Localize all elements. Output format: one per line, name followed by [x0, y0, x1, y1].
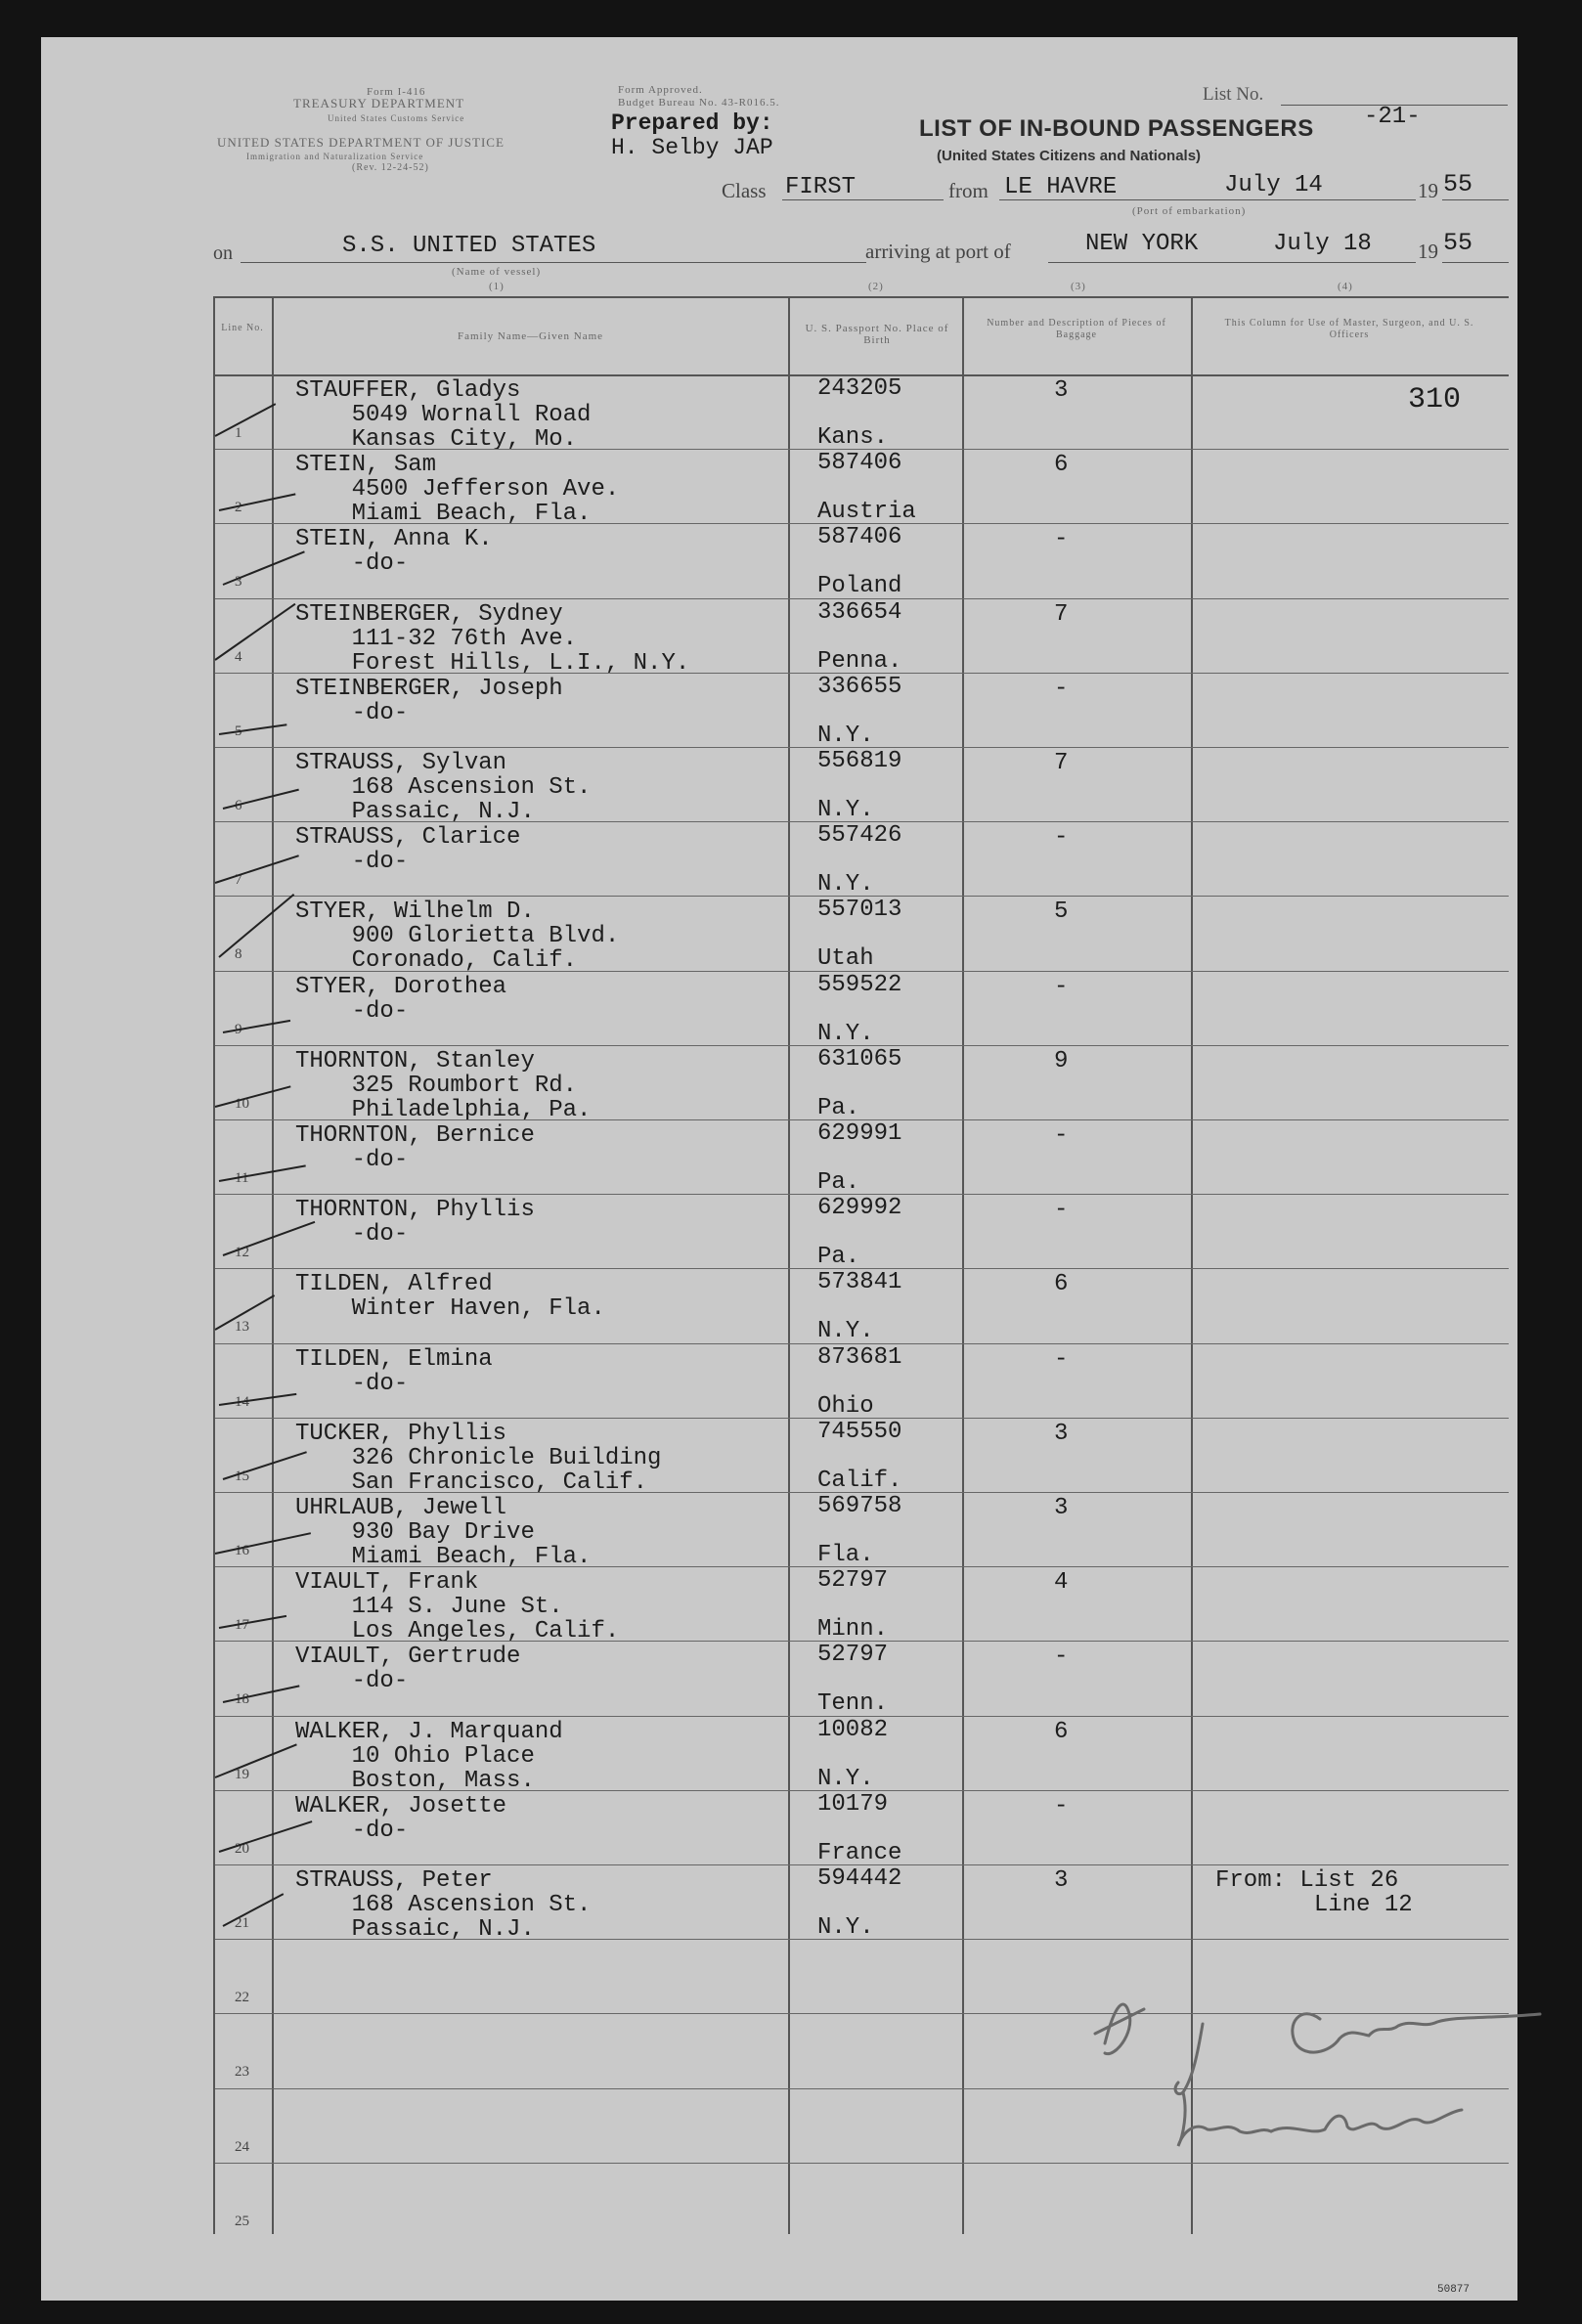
passenger-name-address: TILDEN, Elmina -do- [295, 1345, 493, 1397]
manifest-subtitle: (United States Citizens and Nationals) [937, 148, 1202, 164]
line-number: 2 [235, 500, 242, 516]
line-number: 6 [235, 798, 242, 813]
place-of-birth: N.Y. [817, 722, 874, 749]
baggage-count: - [1054, 1345, 1069, 1373]
passenger-name-address: TILDEN, Alfred Winter Haven, Fla. [295, 1271, 605, 1323]
line-number: 23 [235, 2064, 249, 2081]
line-number: 12 [235, 1245, 249, 1261]
baggage-count: 6 [1054, 1271, 1069, 1298]
prepared-by-name: H. Selby JAP [611, 135, 773, 160]
passenger-name-address: STEINBERGER, Sydney 111-32 76th Ave. Forest Hills, L.I., N.Y. [295, 600, 690, 677]
vessel-name: S.S. UNITED STATES [342, 233, 596, 259]
list-number: -21- [1364, 104, 1421, 130]
baggage-count: - [1054, 1122, 1069, 1149]
passport-number: 745550 [817, 1418, 902, 1445]
passport-number: 573841 [817, 1269, 902, 1296]
header-baggage: Number and Description of Pieces of Baggage [987, 318, 1166, 340]
manifest-page [41, 37, 1517, 2301]
line-number: 19 [235, 1766, 249, 1782]
class-label: Class [722, 179, 767, 202]
passport-number: 336655 [817, 673, 902, 700]
ins-label: Immigration and Naturalization Service [246, 152, 424, 161]
arriving-label: arriving at port of [865, 240, 1011, 263]
place-of-birth: Fla. [817, 1542, 874, 1568]
place-of-birth: Pa. [817, 1169, 860, 1196]
place-of-birth: Utah [817, 945, 874, 973]
arrival-port: NEW YORK [1085, 231, 1199, 257]
passport-number: 557426 [817, 822, 902, 850]
line-number: 14 [235, 1393, 249, 1410]
line-number: 7 [235, 872, 242, 889]
from-label: from [948, 179, 989, 202]
column-number-3: (3) [1071, 281, 1086, 292]
place-of-birth: Tenn. [817, 1690, 889, 1718]
passport-number: 559522 [817, 971, 902, 998]
passenger-name-address: STRAUSS, Peter 168 Ascension St. Passaic, N.J. [295, 1867, 592, 1943]
header-line-no: Line No. [221, 323, 264, 333]
line-number: 3 [235, 574, 242, 591]
place-of-birth: Pa. [817, 1244, 860, 1271]
treasury-label: TREASURY DEPARTMENT [293, 96, 465, 110]
line-number: 9 [235, 1021, 242, 1037]
passenger-name-address: VIAULT, Gertrude -do- [295, 1644, 521, 1695]
passport-number: 587406 [817, 524, 902, 551]
passport-number: 587406 [817, 450, 902, 477]
officer-signature [1085, 1965, 1555, 2171]
passport-number: 629992 [817, 1195, 902, 1222]
header-officers: This Column for Use of Master, Surgeon, and U. S. Officers [1224, 318, 1474, 340]
passport-number: 594442 [817, 1865, 902, 1892]
baggage-count: 5 [1054, 899, 1069, 926]
baggage-count: - [1054, 824, 1069, 852]
year-prefix-2: 19 [1418, 240, 1438, 263]
embarkation-date: July 14 [1224, 172, 1323, 198]
passenger-name-address: THORNTON, Phyllis -do- [295, 1197, 535, 1249]
passenger-name-address: WALKER, Josette -do- [295, 1792, 507, 1844]
place-of-birth: Pa. [817, 1094, 860, 1121]
passenger-name-address: STAUFFER, Gladys 5049 Wornall Road Kansas City, Mo. [295, 377, 592, 453]
arrival-date: July 18 [1273, 231, 1372, 257]
justice-label: UNITED STATES DEPARTMENT OF JUSTICE [217, 135, 505, 150]
passport-number: 556819 [817, 748, 902, 774]
passenger-name-address: STEIN, Sam 4500 Jefferson Ave. Miami Beach, Fla. [295, 452, 620, 528]
officer-note: From: List 26 Line 12 [1215, 1867, 1413, 1918]
budget-bureau: Budget Bureau No. 43-R016.5. [618, 97, 780, 109]
on-label: on [213, 242, 233, 264]
place-of-birth: Minn. [817, 1616, 889, 1644]
port-of-embarkation: LE HAVRE [1004, 174, 1118, 200]
passenger-name-address: STEIN, Anna K. -do- [295, 526, 493, 578]
form-approved: Form Approved. [618, 84, 703, 96]
baggage-count: 4 [1054, 1569, 1069, 1597]
manifest-title: LIST OF IN-BOUND PASSENGERS [919, 115, 1314, 142]
baggage-count: - [1054, 1644, 1069, 1671]
passport-number: 243205 [817, 375, 902, 402]
passenger-name-address: STYER, Dorothea -do- [295, 973, 507, 1025]
line-number: 25 [235, 2213, 249, 2229]
baggage-count: 6 [1054, 1718, 1069, 1745]
line-number: 5 [235, 723, 242, 739]
passenger-name-address: VIAULT, Frank 114 S. June St. Los Angeles, Calif. [295, 1569, 620, 1645]
year-arrival: 55 [1443, 229, 1473, 257]
passport-number: 873681 [817, 1343, 902, 1371]
line-number: 8 [235, 946, 242, 963]
passenger-name-address: STRAUSS, Sylvan 168 Ascension St. Passaic, N.J. [295, 750, 592, 825]
place-of-birth: Kans. [817, 424, 889, 451]
place-of-birth: N.Y. [817, 1318, 874, 1345]
line-number: 20 [235, 1840, 249, 1857]
passenger-name-address: UHRLAUB, Jewell 930 Bay Drive Miami Beach, Fla. [295, 1495, 592, 1570]
line-number: 22 [235, 1990, 249, 2006]
baggage-count: - [1054, 675, 1069, 702]
passport-number: 10082 [817, 1716, 889, 1743]
row-divider [215, 1939, 1509, 1940]
baggage-count: 3 [1054, 1420, 1069, 1447]
passport-number: 629991 [817, 1120, 902, 1147]
baggage-count: - [1054, 1792, 1069, 1820]
baggage-count: 7 [1054, 600, 1069, 628]
year-prefix: 19 [1418, 179, 1438, 202]
passenger-name-address: TUCKER, Phyllis 326 Chronicle Building San Francisco, Calif. [295, 1420, 662, 1496]
place-of-birth: N.Y. [817, 871, 874, 899]
line-number: 10 [235, 1095, 249, 1112]
place-of-birth: Poland [817, 573, 902, 600]
passport-number: 52797 [817, 1642, 889, 1669]
place-of-birth: Austria [817, 499, 916, 526]
passport-number: 52797 [817, 1567, 889, 1595]
passenger-name-address: STEINBERGER, Joseph -do- [295, 675, 563, 726]
passenger-name-address: STYER, Wilhelm D. 900 Glorietta Blvd. Coronado, Calif. [295, 899, 620, 975]
place-of-birth: Ohio [817, 1392, 874, 1420]
passport-number: 336654 [817, 598, 902, 626]
place-of-birth: N.Y. [817, 1020, 874, 1047]
baggage-count: 3 [1054, 1495, 1069, 1521]
baggage-count: 3 [1054, 1867, 1069, 1894]
line-number: 24 [235, 2138, 249, 2155]
line-number: 11 [235, 1170, 249, 1186]
line-number: 16 [235, 1543, 249, 1558]
column-number-2: (2) [868, 281, 884, 292]
baggage-count: 6 [1054, 452, 1069, 479]
passenger-name-address: STRAUSS, Clarice -do- [295, 824, 521, 876]
place-of-birth: France [817, 1839, 902, 1866]
revision-label: (Rev. 12-24-52) [352, 162, 429, 173]
place-of-birth: Penna. [817, 647, 902, 675]
officer-note: 310 [1408, 383, 1462, 417]
header-passport: U. S. Passport No. Place of Birth [805, 323, 949, 346]
passport-number: 631065 [817, 1045, 902, 1073]
passport-number: 557013 [817, 897, 902, 924]
line-number: 17 [235, 1617, 249, 1634]
vessel-caption: (Name of vessel) [452, 266, 542, 278]
place-of-birth: N.Y. [817, 1914, 874, 1941]
line-number: 1 [235, 425, 242, 441]
customs-label: United States Customs Service [328, 113, 465, 123]
baggage-count: - [1054, 526, 1069, 553]
place-of-birth: N.Y. [817, 1765, 874, 1792]
prepared-by-label: Prepared by: [611, 110, 773, 136]
passenger-name-address: WALKER, J. Marquand 10 Ohio Place Boston, Mass. [295, 1718, 563, 1794]
place-of-birth: Calif. [817, 1467, 902, 1494]
column-number-4: (4) [1338, 281, 1353, 292]
print-code: 50877 [1437, 2284, 1471, 2296]
port-embarkation-caption: (Port of embarkation) [1132, 205, 1247, 217]
line-number: 15 [235, 1468, 249, 1484]
class-value: FIRST [785, 174, 857, 200]
baggage-count: 3 [1054, 377, 1069, 404]
passport-number: 10179 [817, 1790, 889, 1818]
passenger-name-address: THORNTON, Bernice -do- [295, 1122, 535, 1173]
list-no-label: List No. [1203, 84, 1264, 105]
baggage-count: 7 [1054, 750, 1069, 776]
baggage-count: - [1054, 1197, 1069, 1224]
place-of-birth: N.Y. [817, 797, 874, 823]
line-number: 18 [235, 1691, 249, 1708]
baggage-count: 9 [1054, 1047, 1069, 1074]
passenger-name-address: THORNTON, Stanley 325 Roumbort Rd. Philadelphia, Pa. [295, 1047, 592, 1123]
column-number-1: (1) [489, 281, 505, 292]
form-number: Form I-416 [367, 86, 426, 98]
baggage-count: - [1054, 973, 1069, 1000]
line-number: 13 [235, 1319, 249, 1336]
line-number: 4 [235, 648, 242, 665]
header-name: Family Name—Given Name [457, 330, 604, 342]
line-number: 21 [235, 1915, 249, 1931]
passport-number: 569758 [817, 1493, 902, 1519]
year-embarkation: 55 [1443, 170, 1473, 198]
